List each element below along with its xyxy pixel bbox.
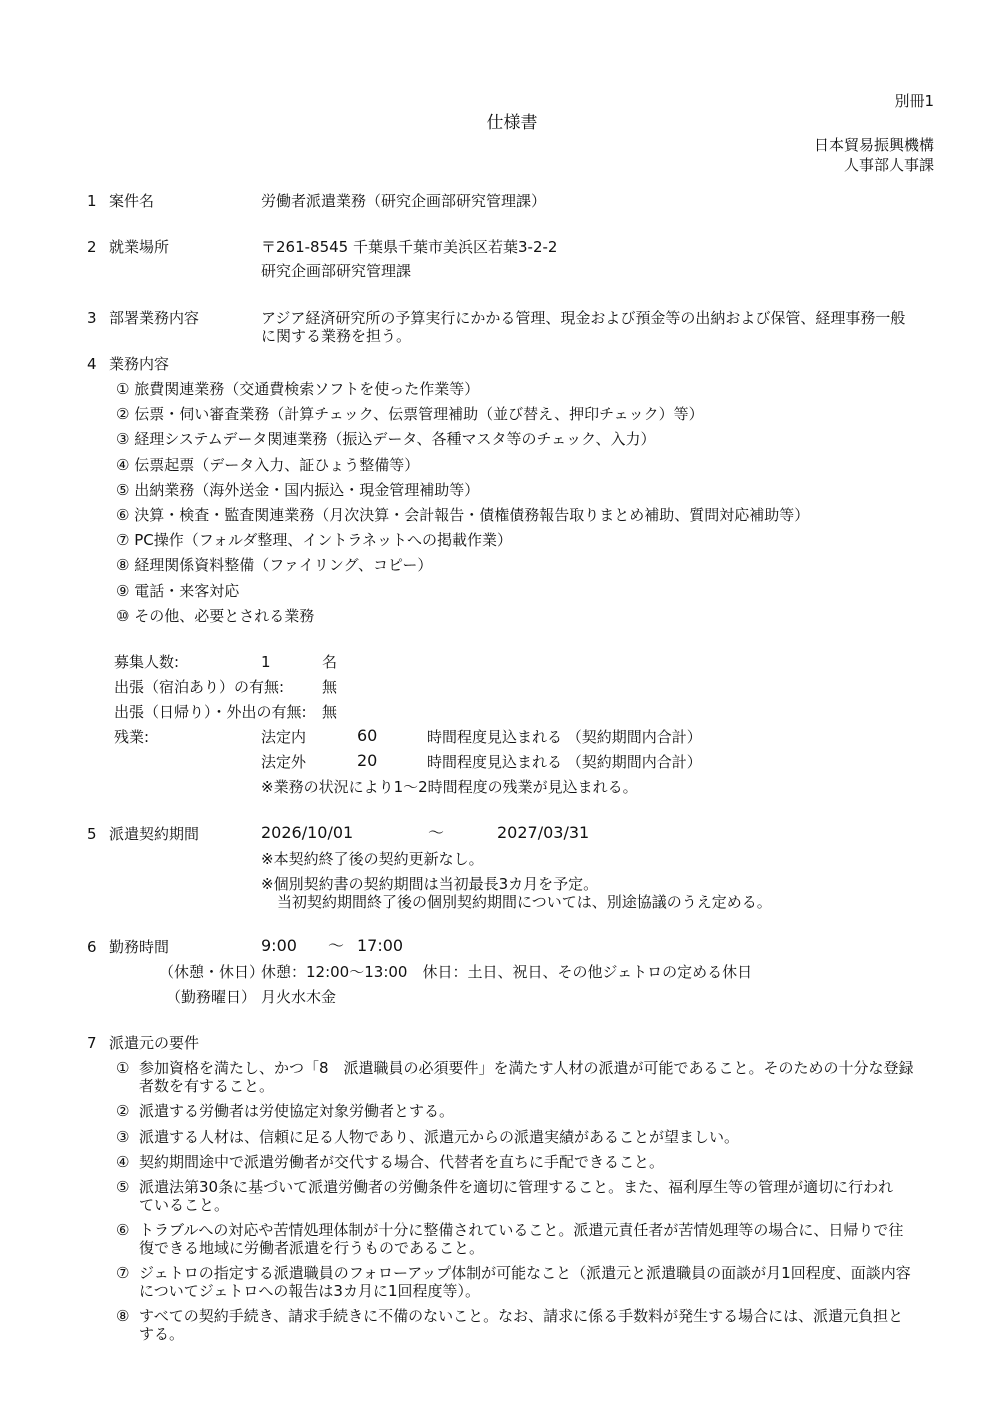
item-marker: ③	[116, 1128, 130, 1146]
section-label: 派遣契約期間	[109, 825, 200, 843]
section-label: 部署業務内容	[109, 309, 200, 327]
item-text-line-1: すべての契約手続き、請求手続きに不備のないこと。なお、請求に係る手数料が発生する場合には、派遣元負担と	[139, 1307, 904, 1325]
item-text-line-1: 参加資格を満たし、かつ「8 派遣職員の必須要件」を満たす人材の派遣が可能であること。そのための十分な登録	[139, 1059, 914, 1077]
rest-label: （休憩・休日）	[159, 963, 265, 981]
recruit-label: 募集人数:	[114, 653, 180, 671]
item-text-line-2: する。	[139, 1325, 185, 1343]
contract-start: 2026/10/01	[261, 823, 354, 842]
item-marker: ③	[116, 430, 130, 448]
section-number: 3	[87, 309, 97, 327]
rest-value: 休憩：12:00～13:00 休日：土日、祝日、その他ジェトロの定める休日	[261, 963, 753, 981]
item-marker: ⑦	[116, 531, 130, 549]
contract-tilde: ～	[428, 823, 445, 842]
item-text-line-2: ていること。	[139, 1196, 230, 1214]
item-marker: ⑩	[116, 607, 130, 625]
dept-name: 人事部人事課	[843, 156, 934, 174]
section-label: 派遣元の要件	[109, 1034, 200, 1052]
list-item	[116, 607, 314, 627]
item-text-line-1: 派遣法第30条に基づいて派遣労働者の労働条件を適切に管理すること。また、福利厚生等の管理が適切に行われ	[139, 1178, 894, 1196]
item-text-line-1: 派遣する人材は、信頼に足る人物であり、派遣元からの派遣実績があることが望ましい。	[139, 1128, 740, 1146]
item-text: 伝票・伺い審査業務（計算チェック、伝票管理補助（並び替え、押印チェック）等）	[134, 405, 704, 423]
item-text-line-1: 派遣する労働者は労使協定対象労働者とする。	[139, 1102, 455, 1120]
section-label: 案件名	[109, 192, 155, 210]
list-item	[116, 456, 419, 476]
item-marker: ⑥	[116, 506, 130, 524]
workdays-value: 月火水木金	[261, 988, 337, 1006]
project-name: 労働者派遣業務（研究企画部研究管理課）	[261, 192, 547, 210]
item-text-line-1: ジェトロの指定する派遣職員のフォローアップ体制が可能なこと（派遣元と派遣職員の面談が月1回程度、面談内容	[139, 1264, 911, 1282]
dept-duties-line-1: アジア経済研究所の予算実行にかかる管理、現金および預金等の出納および保管、経理事務一般	[261, 309, 906, 327]
item-text: その他、必要とされる業務	[134, 607, 315, 625]
list-item	[116, 556, 432, 576]
section-label: 勤務時間	[109, 938, 170, 956]
item-marker: ①	[116, 1059, 130, 1077]
list-item	[116, 531, 512, 551]
list-item	[116, 582, 239, 602]
overtime-remark: ※業務の状況により1～2時間程度の残業が見込まれる。	[261, 778, 638, 796]
workdays-label: （勤務曜日）	[166, 988, 257, 1006]
item-marker: ⑥	[116, 1221, 130, 1239]
trip-day-value: 無	[322, 703, 338, 721]
contract-note-1: ※本契約終了後の契約更新なし。	[261, 850, 484, 868]
recruit-value: 1	[261, 653, 271, 671]
work-end: 17:00	[357, 936, 404, 955]
list-item	[116, 430, 656, 450]
list-item	[116, 380, 479, 400]
attachment-label: 別冊1	[894, 92, 934, 110]
section-label: 就業場所	[109, 238, 170, 256]
overtime-label: 残業:	[114, 728, 150, 746]
contract-end: 2027/03/31	[497, 823, 590, 842]
workplace-dept: 研究企画部研究管理課	[261, 262, 412, 280]
item-marker: ⑤	[116, 481, 130, 499]
page-title: 仕様書	[486, 113, 538, 133]
overtime-in-value: 60	[357, 726, 378, 745]
list-item	[116, 481, 479, 501]
org-name: 日本貿易振興機構	[813, 136, 934, 154]
item-text: 出納業務（海外送金・国内振込・現金管理補助等）	[134, 481, 480, 499]
recruit-unit: 名	[322, 653, 338, 671]
item-marker: ⑦	[116, 1264, 130, 1282]
item-marker: ①	[116, 380, 130, 398]
trip-overnight-value: 無	[322, 678, 338, 696]
work-tilde: ～	[328, 936, 345, 955]
work-start: 9:00	[261, 936, 297, 955]
item-marker: ⑧	[116, 1307, 130, 1325]
overtime-out-note: 時間程度見込まれる （契約期間内合計）	[427, 753, 702, 771]
item-text: PC操作（フォルダ整理、イントラネットへの掲載作業）	[134, 531, 512, 549]
section-number: 7	[87, 1034, 97, 1052]
item-text: 経理関係資料整備（ファイリング、コピー）	[134, 556, 433, 574]
item-marker: ②	[116, 405, 130, 423]
item-marker: ④	[116, 1153, 130, 1171]
item-marker: ②	[116, 1102, 130, 1120]
section-label: 業務内容	[109, 355, 170, 373]
overtime-in-label: 法定内	[261, 728, 307, 746]
item-text: 旅費関連業務（交通費検索ソフトを使った作業等）	[134, 380, 480, 398]
item-text-line-2: 復できる地域に労働者派遣を行うものであること。	[139, 1239, 485, 1257]
item-marker: ⑧	[116, 556, 130, 574]
contract-note-2: ※個別契約書の契約期間は当初最長3カ月を予定。	[261, 875, 599, 893]
list-item	[116, 405, 704, 425]
trip-day-label: 出張（日帰り）・外出の有無:	[114, 703, 307, 721]
item-marker: ⑤	[116, 1178, 130, 1196]
dept-duties-line-2: に関する業務を担う。	[261, 327, 412, 345]
item-text: 伝票起票（データ入力、証ひょう整備等）	[134, 456, 420, 474]
section-number: 6	[87, 938, 97, 956]
item-marker: ④	[116, 456, 130, 474]
item-text: 経理システムデータ関連業務（振込データ、各種マスタ等のチェック、入力）	[134, 430, 656, 448]
section-number: 2	[87, 238, 97, 256]
list-item	[116, 506, 809, 526]
section-number: 4	[87, 355, 97, 373]
item-text-line-2: についてジェトロへの報告は3カ月に1回程度等）。	[139, 1282, 480, 1300]
section-number: 5	[87, 825, 97, 843]
contract-note-3: 当初契約期間終了後の個別契約期間については、別途協議のうえ定める。	[277, 893, 772, 911]
overtime-out-value: 20	[357, 751, 378, 770]
workplace-address: 〒261-8545 千葉県千葉市美浜区若葉3-2-2	[261, 238, 558, 256]
trip-overnight-label: 出張（宿泊あり）の有無:	[114, 678, 285, 696]
overtime-out-label: 法定外	[261, 753, 307, 771]
section-number: 1	[87, 192, 97, 210]
overtime-in-note: 時間程度見込まれる （契約期間内合計）	[427, 728, 702, 746]
item-text-line-1: 契約期間途中で派遣労働者が交代する場合、代替者を直ちに手配できること。	[139, 1153, 665, 1171]
item-marker: ⑨	[116, 582, 130, 600]
item-text-line-1: トラブルへの対応や苦情処理体制が十分に整備されていること。派遣元責任者が苦情処理等の場合に、日帰りで往	[139, 1221, 904, 1239]
item-text: 電話・来客対応	[134, 582, 240, 600]
item-text: 決算・検査・監査関連業務（月次決算・会計報告・債権債務報告取りまとめ補助、質問対応補助等）	[134, 506, 810, 524]
item-text-line-2: 者数を有すること。	[139, 1077, 275, 1095]
